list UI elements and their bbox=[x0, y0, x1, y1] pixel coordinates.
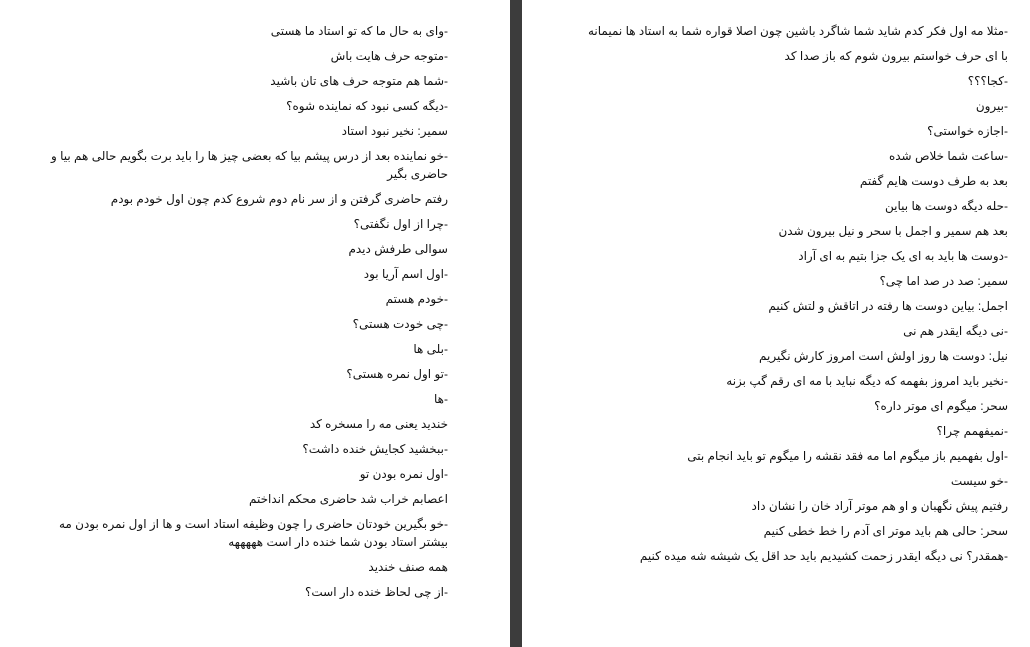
text-line: -شما هم متوجه حرف های تان باشید bbox=[270, 74, 448, 88]
text-line: -نخیر باید امروز بفهمه که دیگه نباید با مه ای رقم گپ بزنه bbox=[726, 374, 1008, 388]
text-line: -خودم هستم bbox=[385, 292, 448, 306]
text-line: -از چی لحاظ خنده دار است؟ bbox=[304, 585, 448, 599]
text-line: -ببخشید کجایش خنده داشت؟ bbox=[302, 442, 448, 456]
text-line: همه صنف خندید bbox=[368, 560, 448, 574]
text-line: اجمل: بیاین دوست ها رفته در اتاقش و لتش کنیم bbox=[768, 299, 1008, 313]
text-line: خندید یعنی مه را مسخره کد bbox=[309, 417, 448, 431]
text-line: -حله دیگه دوست ها بیاین bbox=[885, 199, 1008, 213]
text-line: -نمیفهمم چرا؟ bbox=[936, 424, 1008, 438]
text-line: -خو سیست bbox=[950, 474, 1008, 488]
text-line: سحر: میگوم ای موتر داره؟ bbox=[874, 399, 1008, 413]
text-line: -اول بفهمیم باز میگوم اما مه فقد نقشه را میگوم تو باید انجام بتی bbox=[687, 449, 1008, 463]
text-line: -تو اول نمره هستی؟ bbox=[346, 367, 448, 381]
text-line: بعد به طرف دوست هایم گفتم bbox=[859, 174, 1008, 188]
text-line: با ای حرف خواستم بیرون شوم که باز صدا کد bbox=[784, 49, 1008, 63]
text-line: -اجازه خواستی؟ bbox=[927, 124, 1008, 138]
text-line: رفتم حاضری گرفتن و از سر نام دوم شروع کدم چون اول خودم بودم bbox=[110, 192, 448, 206]
text-line: -دوست ها باید به ای یک جزا بتیم به ای آراد bbox=[798, 249, 1008, 263]
text-line: -خو بگیرین خودتان حاضری را چون وظیفه استاد است و ها از اول نمره بودن مه بیشتر استاد بودن شما خنده دار است هههههه bbox=[58, 517, 448, 549]
text-line: -دیگه کسی نبود که نماینده شوه؟ bbox=[286, 99, 448, 113]
text-line: -ساعت شما خلاص شده bbox=[888, 149, 1008, 163]
text-line: -چی خودت هستی؟ bbox=[352, 317, 448, 331]
text-line: -بیرون bbox=[975, 99, 1008, 113]
text-line: -متوجه حرف هایت باش bbox=[330, 49, 448, 63]
text-line: -چرا از اول نگفتی؟ bbox=[353, 217, 448, 231]
text-line: -اول نمره بودن تو bbox=[359, 467, 448, 481]
text-line: -خو نماینده بعد از درس پیشم بیا که بعضی چیز ها را باید برت بگویم حالی هم بیا و حاضری بگیر bbox=[50, 149, 448, 181]
text-line: سمیر: صد در صد اما چی؟ bbox=[879, 274, 1008, 288]
text-line: -وای به حال ما که تو استاد ما هستی bbox=[270, 24, 448, 38]
text-line: بعد هم سمیر و اجمل با سحر و نیل بیرون شدن bbox=[778, 224, 1008, 238]
text-line: -ها bbox=[434, 392, 448, 406]
text-line: -نی دیگه ایقدر هم نی bbox=[903, 324, 1008, 338]
text-line: سوالی طرفش دیدم bbox=[348, 242, 448, 256]
right-page-text bbox=[548, 22, 1008, 572]
text-line: رفتیم پیش نگهبان و او هم موتر آراد خان را نشان داد bbox=[751, 499, 1008, 513]
text-line: -اول اسم آریا بود bbox=[363, 267, 448, 281]
text-line: -کجا؟؟؟ bbox=[967, 74, 1008, 88]
right-page bbox=[522, 0, 1030, 647]
page-gutter bbox=[510, 0, 522, 647]
text-line: -همقدر؟ نی دیگه ایقدر زحمت کشیدیم باید حد اقل یک شیشه شه میده کنیم bbox=[639, 549, 1008, 563]
text-line: -مثلا مه اول فکر کدم شاید شما شاگرد باشین چون اصلا قواره شما به استاد ها نمیمانه bbox=[587, 24, 1008, 38]
text-line: سحر: حالی هم باید موتر ای آدم را خط خطی کنیم bbox=[763, 524, 1008, 538]
text-line: نیل: دوست ها روز اولش است امروز کارش نگیریم bbox=[759, 349, 1008, 363]
left-page-text bbox=[30, 22, 448, 608]
text-line: اعصابم خراب شد حاضری محکم انداختم bbox=[249, 492, 448, 506]
left-page bbox=[0, 0, 510, 647]
text-line: -بلی ها bbox=[413, 342, 448, 356]
text-line: سمیر: نخیر نبود استاد bbox=[341, 124, 448, 138]
